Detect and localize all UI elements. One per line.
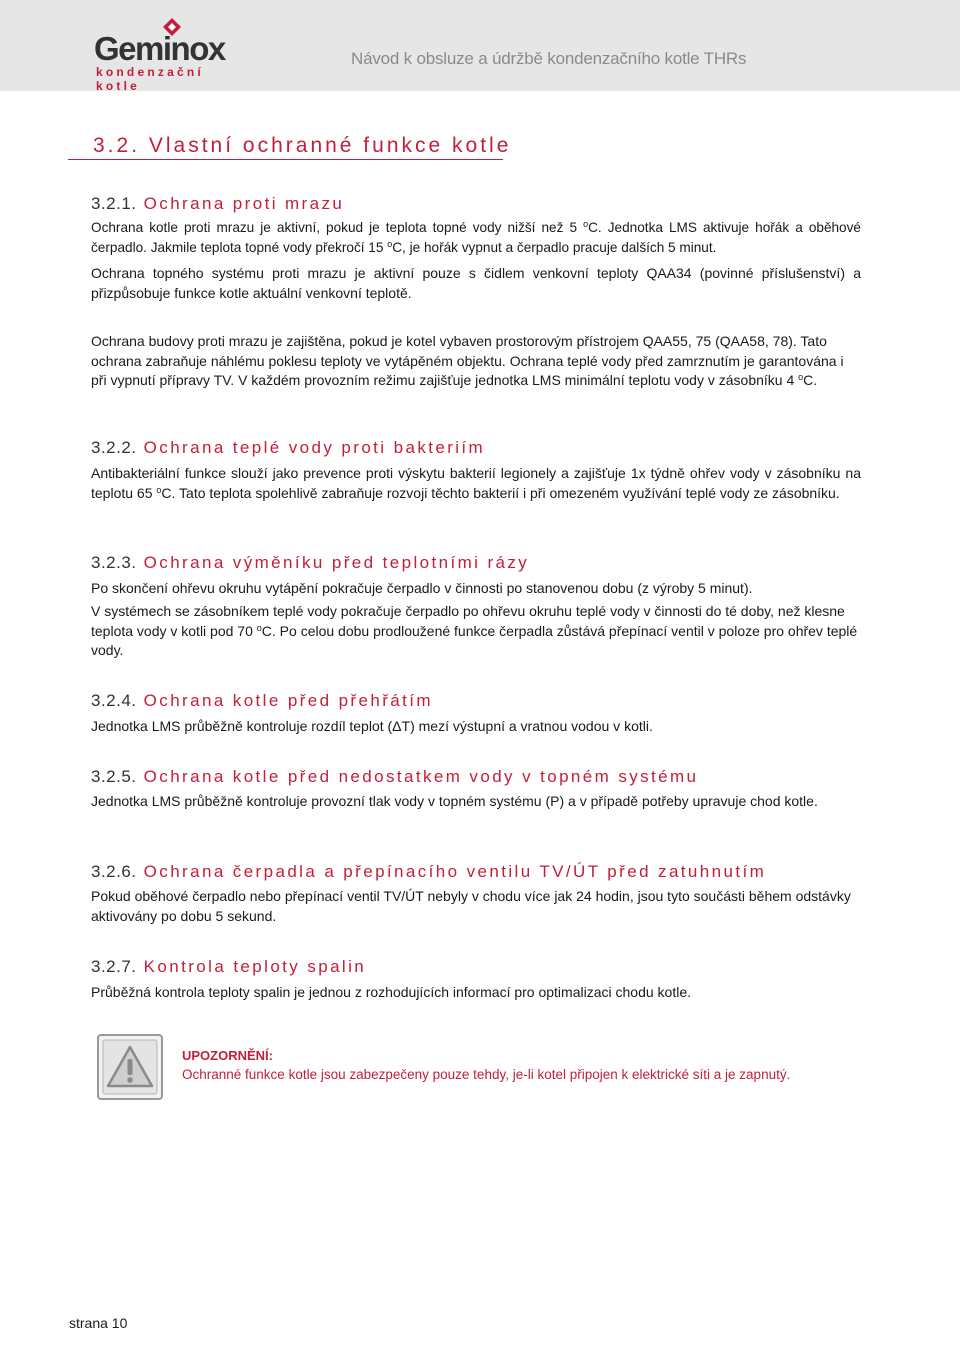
warning-label: UPOZORNĚNÍ: — [182, 1048, 273, 1063]
subsection-heading-flue-gas — [91, 957, 366, 977]
paragraph-overheat: Jednotka LMS průběžně kontroluje rozdíl teplot (ΔT) mezí výstupní a vratnou vodou v kotli. — [91, 718, 653, 734]
subsection-title: Ochrana teplé vody proti bakteriím — [143, 438, 486, 457]
warning-text: Ochranné funkce kotle jsou zabezpečeny pouze tehdy, je-li kotel připojen k elektrické síti a je zapnutý. — [182, 1067, 791, 1082]
subsection-title: Kontrola teploty spalin — [143, 957, 367, 976]
subsection-heading-seizure — [91, 862, 766, 882]
subsection-number: 3.2.4. — [91, 691, 137, 710]
section-title: Vlastní ochranné funkce kotle — [148, 134, 512, 157]
section-number: 3.2. — [93, 134, 141, 157]
paragraph-frost-2: Ochrana topného systému proti mrazu je aktivní pouze s čidlem venkovní teploty QAA34 (povinné příslušenství) a přizpůsobuje funkce kotle aktuální venkovní teplotě. — [91, 265, 861, 301]
page-number: strana 10 — [69, 1315, 128, 1331]
subsection-title: Ochrana kotle před přehřátím — [143, 691, 433, 710]
paragraph-seizure: Pokud oběhové čerpadlo nebo přepínací ventil TV/ÚT nebyly v chodu více jak 24 hodin, jsou tyto součásti během odstávky aktivovány po dobu 5 sekund. — [91, 888, 851, 924]
subsection-heading-overheat — [91, 691, 433, 711]
document-title: Návod k obsluze a údržbě kondenzačního kotle THRs — [351, 49, 747, 68]
subsection-number: 3.2.2. — [91, 438, 137, 457]
geminox-logo — [94, 18, 254, 93]
paragraph-thermal-2: V systémech se zásobníkem teplé vody pokračuje čerpadlo po ohřevu okruhu teplé vody v činnosti do té doby, než klesne teplota vody v kotli pod 70 $^o$C. Po celou dobu prodloužené funkce čerpadla zůstává přepínací ventil v poloze pro ohřev teplé vody. — [91, 603, 858, 658]
subsection-heading-bacteria — [91, 438, 485, 458]
paragraph-frost-3: Ochrana budovy proti mrazu je zajištěna, pokud je kotel vybaven prostorovým přístrojem QAA55, 75 (QAA58, 78). Tato ochrana zabraňuje náhlému poklesu teploty ve vytápěném objektu. Ochrana teplé vody před zamrznutím je garantována i při vypnutí přípravy TV. V každém provozním režimu zajišťuje jednotka LMS minimální teplotu vody v zásobníku 4 $^o$C. — [91, 333, 844, 388]
warning-triangle-icon — [97, 1034, 163, 1100]
paragraph-bacteria: Antibakteriální funkce slouží jako prevence proti výskytu bakterií legionely a zajišťuje 1x týdně ohřev vody v zásobníku na teplotu 65 $^o$C. Tato teplota spolehlivě zabraňuje rozvoji těchto bakterií i při omezeném využívání teplé vody ze zásobníku. — [91, 465, 861, 501]
subsection-title: Ochrana proti mrazu — [143, 194, 345, 213]
subsection-heading-thermal-shock — [91, 553, 529, 573]
subsection-title: Ochrana výměníku před teplotními rázy — [143, 553, 530, 572]
subsection-title: Ochrana čerpadla a přepínacího ventilu TV/ÚT před zatuhnutím — [143, 862, 767, 881]
section-underline — [68, 159, 503, 160]
subsection-heading-frost — [91, 194, 344, 214]
subsection-number: 3.2.5. — [91, 767, 137, 786]
paragraph-low-water: Jednotka LMS průběžně kontroluje provozní tlak vody v topném systému (P) a v případě potřeby upravuje chod kotle. — [91, 793, 818, 809]
paragraph-flue-gas: Průběžná kontrola teploty spalin je jednou z rozhodujících informací pro optimalizaci chodu kotle. — [91, 984, 691, 1000]
subsection-number: 3.2.6. — [91, 862, 137, 881]
page-header — [0, 0, 960, 91]
logo-text: Geminox — [94, 30, 225, 67]
section-heading — [93, 134, 511, 158]
subsection-number: 3.2.1. — [91, 194, 137, 213]
subsection-number: 3.2.7. — [91, 957, 137, 976]
subsection-heading-low-water — [91, 767, 698, 787]
paragraph-frost-1: Ochrana kotle proti mrazu je aktivní, pokud je teplota topné vody nižší než 5 $^o$C. Jednotka LMS aktivuje hořák a oběhové čerpadlo. Jakmile teplota topné vody překročí 15 $^o$C, je hořák vypnut a čerpadlo pracuje dalších 5 minut. — [91, 219, 861, 255]
paragraph-thermal-1: Po skončení ohřevu okruhu vytápění pokračuje čerpadlo v činnosti po stanovenou dobu (z výroby 5 minut). — [91, 580, 753, 596]
subsection-number: 3.2.3. — [91, 553, 137, 572]
logo-subtitle: kondenzační kotle — [96, 65, 204, 93]
subsection-title: Ochrana kotle před nedostatkem vody v topném systému — [143, 767, 699, 786]
